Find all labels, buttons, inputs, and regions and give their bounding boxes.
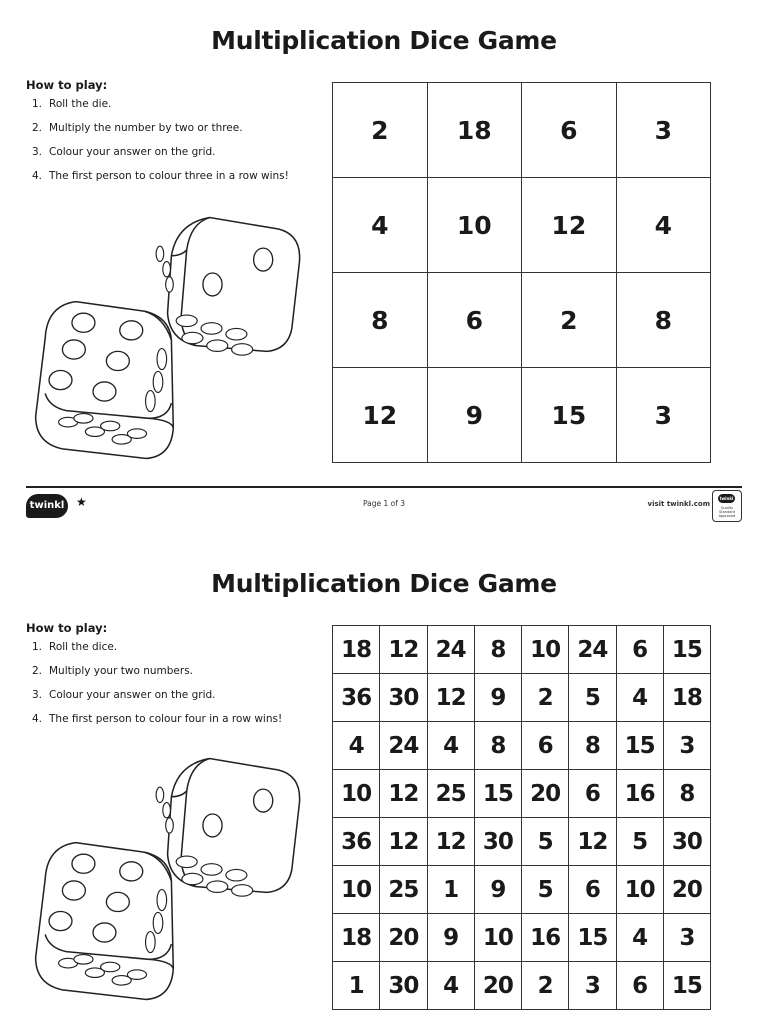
grid-cell[interactable]: 6: [522, 83, 617, 178]
step-number: 1.: [32, 98, 43, 110]
grid-cell[interactable]: 9: [427, 914, 474, 962]
grid-cell[interactable]: 10: [333, 770, 380, 818]
grid-cell[interactable]: 30: [474, 818, 521, 866]
grid-cell[interactable]: 18: [663, 674, 710, 722]
grid-cell[interactable]: 8: [333, 273, 428, 368]
step-item: [26, 146, 316, 158]
step-number: 4.: [32, 713, 43, 725]
step-item: [26, 122, 316, 134]
grid-cell[interactable]: 8: [569, 722, 616, 770]
grid-cell[interactable]: 4: [616, 178, 710, 273]
grid-row: [333, 273, 711, 368]
grid-cell[interactable]: 5: [616, 818, 663, 866]
answer-grid: [332, 82, 711, 463]
grid-cell[interactable]: 15: [522, 368, 617, 463]
grid-row: [333, 626, 711, 674]
visit-link-text: visit twinkl.com: [647, 500, 710, 508]
grid-cell[interactable]: 3: [616, 83, 710, 178]
grid-row: [333, 962, 711, 1010]
grid-cell[interactable]: 18: [333, 914, 380, 962]
grid-cell[interactable]: 5: [522, 866, 569, 914]
step-text: The first person to colour three in a row wins!: [49, 170, 289, 182]
grid-cell[interactable]: 12: [427, 818, 474, 866]
grid-cell[interactable]: 2: [522, 674, 569, 722]
grid-cell[interactable]: 1: [333, 962, 380, 1010]
page-title: Multiplication Dice Game: [211, 569, 557, 598]
grid-cell[interactable]: 2: [522, 273, 617, 368]
grid-cell[interactable]: 6: [616, 962, 663, 1010]
step-item: [26, 713, 316, 725]
steps-list: [26, 98, 316, 182]
grid-cell[interactable]: 15: [663, 962, 710, 1010]
step-item: [26, 641, 316, 653]
grid-cell[interactable]: 10: [522, 626, 569, 674]
step-text: The first person to colour four in a row wins!: [49, 713, 283, 725]
grid-cell[interactable]: 24: [569, 626, 616, 674]
step-text: Multiply the number by two or three.: [49, 122, 243, 134]
grid-cell[interactable]: 4: [333, 722, 380, 770]
grid-cell[interactable]: 3: [616, 368, 710, 463]
grid-cell[interactable]: 3: [569, 962, 616, 1010]
grid-cell[interactable]: 6: [427, 273, 522, 368]
page-number: Page 1 of 3: [362, 499, 406, 508]
grid-cell[interactable]: 24: [427, 626, 474, 674]
steps-list: [26, 641, 316, 725]
grid-row: [333, 914, 711, 962]
step-number: 2.: [32, 122, 43, 134]
step-text: Roll the die.: [49, 98, 112, 110]
grid-cell[interactable]: 30: [380, 674, 427, 722]
dice-icon: [28, 200, 310, 476]
grid-row: [333, 818, 711, 866]
grid-row: [333, 674, 711, 722]
grid-cell[interactable]: 30: [380, 962, 427, 1010]
badge-logo: twinkl: [719, 496, 734, 501]
grid-cell[interactable]: 25: [380, 866, 427, 914]
grid-cell[interactable]: 36: [333, 818, 380, 866]
grid-cell[interactable]: 12: [569, 818, 616, 866]
grid-row: [333, 722, 711, 770]
grid-cell[interactable]: 25: [427, 770, 474, 818]
step-number: 4.: [32, 170, 43, 182]
grid-cell[interactable]: 12: [333, 368, 428, 463]
step-number: 2.: [32, 665, 43, 677]
grid-cell[interactable]: 8: [474, 626, 521, 674]
twinkl-logo: twinkl: [26, 494, 68, 518]
step-number: 3.: [32, 146, 43, 158]
grid-cell[interactable]: 8: [474, 722, 521, 770]
grid-cell[interactable]: 8: [663, 770, 710, 818]
page-footer: [26, 486, 742, 528]
grid-cell[interactable]: 12: [380, 770, 427, 818]
grid-row: [333, 83, 711, 178]
grid-cell[interactable]: 12: [522, 178, 617, 273]
grid-cell[interactable]: 30: [663, 818, 710, 866]
grid-cell[interactable]: 6: [569, 866, 616, 914]
grid-cell[interactable]: 36: [333, 674, 380, 722]
step-text: Colour your answer on the grid.: [49, 146, 216, 158]
grid-cell[interactable]: 16: [522, 914, 569, 962]
grid-cell[interactable]: 9: [474, 866, 521, 914]
grid-cell[interactable]: 20: [474, 962, 521, 1010]
grid-cell[interactable]: 6: [522, 722, 569, 770]
grid-row: [333, 368, 711, 463]
grid-cell[interactable]: 18: [333, 626, 380, 674]
quality-badge: [712, 490, 742, 522]
how-to-play: [26, 621, 316, 737]
step-number: 1.: [32, 641, 43, 653]
grid-cell[interactable]: 15: [663, 626, 710, 674]
grid-row: [333, 178, 711, 273]
grid-cell[interactable]: 24: [380, 722, 427, 770]
grid-cell[interactable]: 9: [474, 674, 521, 722]
grid-cell[interactable]: 5: [522, 818, 569, 866]
grid-cell[interactable]: 2: [333, 83, 428, 178]
step-text: Roll the dice.: [49, 641, 118, 653]
grid-cell[interactable]: 20: [380, 914, 427, 962]
grid-cell[interactable]: 20: [522, 770, 569, 818]
badge-text: Quality Standard Approved: [718, 506, 736, 518]
grid-cell[interactable]: 6: [616, 626, 663, 674]
step-item: [26, 98, 316, 110]
grid-cell[interactable]: 12: [380, 818, 427, 866]
grid-cell[interactable]: 20: [663, 866, 710, 914]
step-text: Multiply your two numbers.: [49, 665, 194, 677]
star-icon: ★: [76, 495, 87, 509]
grid-cell[interactable]: 15: [474, 770, 521, 818]
grid-cell[interactable]: 10: [616, 866, 663, 914]
grid-cell[interactable]: 4: [427, 962, 474, 1010]
grid-cell[interactable]: 12: [380, 626, 427, 674]
grid-cell[interactable]: 1: [427, 866, 474, 914]
grid-row: [333, 770, 711, 818]
grid-cell[interactable]: 9: [427, 368, 522, 463]
step-item: [26, 689, 316, 701]
page-title: Multiplication Dice Game: [211, 26, 557, 55]
grid-cell[interactable]: 16: [616, 770, 663, 818]
grid-cell[interactable]: 6: [569, 770, 616, 818]
grid-cell[interactable]: 5: [569, 674, 616, 722]
grid-cell[interactable]: 3: [663, 722, 710, 770]
how-to-play-heading: How to play:: [26, 78, 108, 92]
grid-cell[interactable]: 3: [663, 914, 710, 962]
step-item: [26, 665, 316, 677]
grid-cell[interactable]: 10: [474, 914, 521, 962]
grid-cell[interactable]: 4: [616, 674, 663, 722]
grid-cell[interactable]: 10: [333, 866, 380, 914]
grid-cell[interactable]: 4: [427, 722, 474, 770]
how-to-play-heading: How to play:: [26, 621, 108, 635]
grid-cell[interactable]: 18: [427, 83, 522, 178]
grid-cell[interactable]: 12: [427, 674, 474, 722]
answer-grid: [332, 625, 711, 1010]
how-to-play: [26, 78, 316, 194]
grid-cell[interactable]: 15: [569, 914, 616, 962]
grid-cell[interactable]: 2: [522, 962, 569, 1010]
grid-cell[interactable]: 15: [616, 722, 663, 770]
grid-cell[interactable]: 4: [616, 914, 663, 962]
step-item: [26, 170, 316, 182]
step-text: Colour your answer on the grid.: [49, 689, 216, 701]
grid-cell[interactable]: 4: [333, 178, 428, 273]
grid-row: [333, 866, 711, 914]
step-number: 3.: [32, 689, 43, 701]
grid-cell[interactable]: 8: [616, 273, 710, 368]
grid-cell[interactable]: 10: [427, 178, 522, 273]
dice-icon: [28, 741, 310, 1017]
